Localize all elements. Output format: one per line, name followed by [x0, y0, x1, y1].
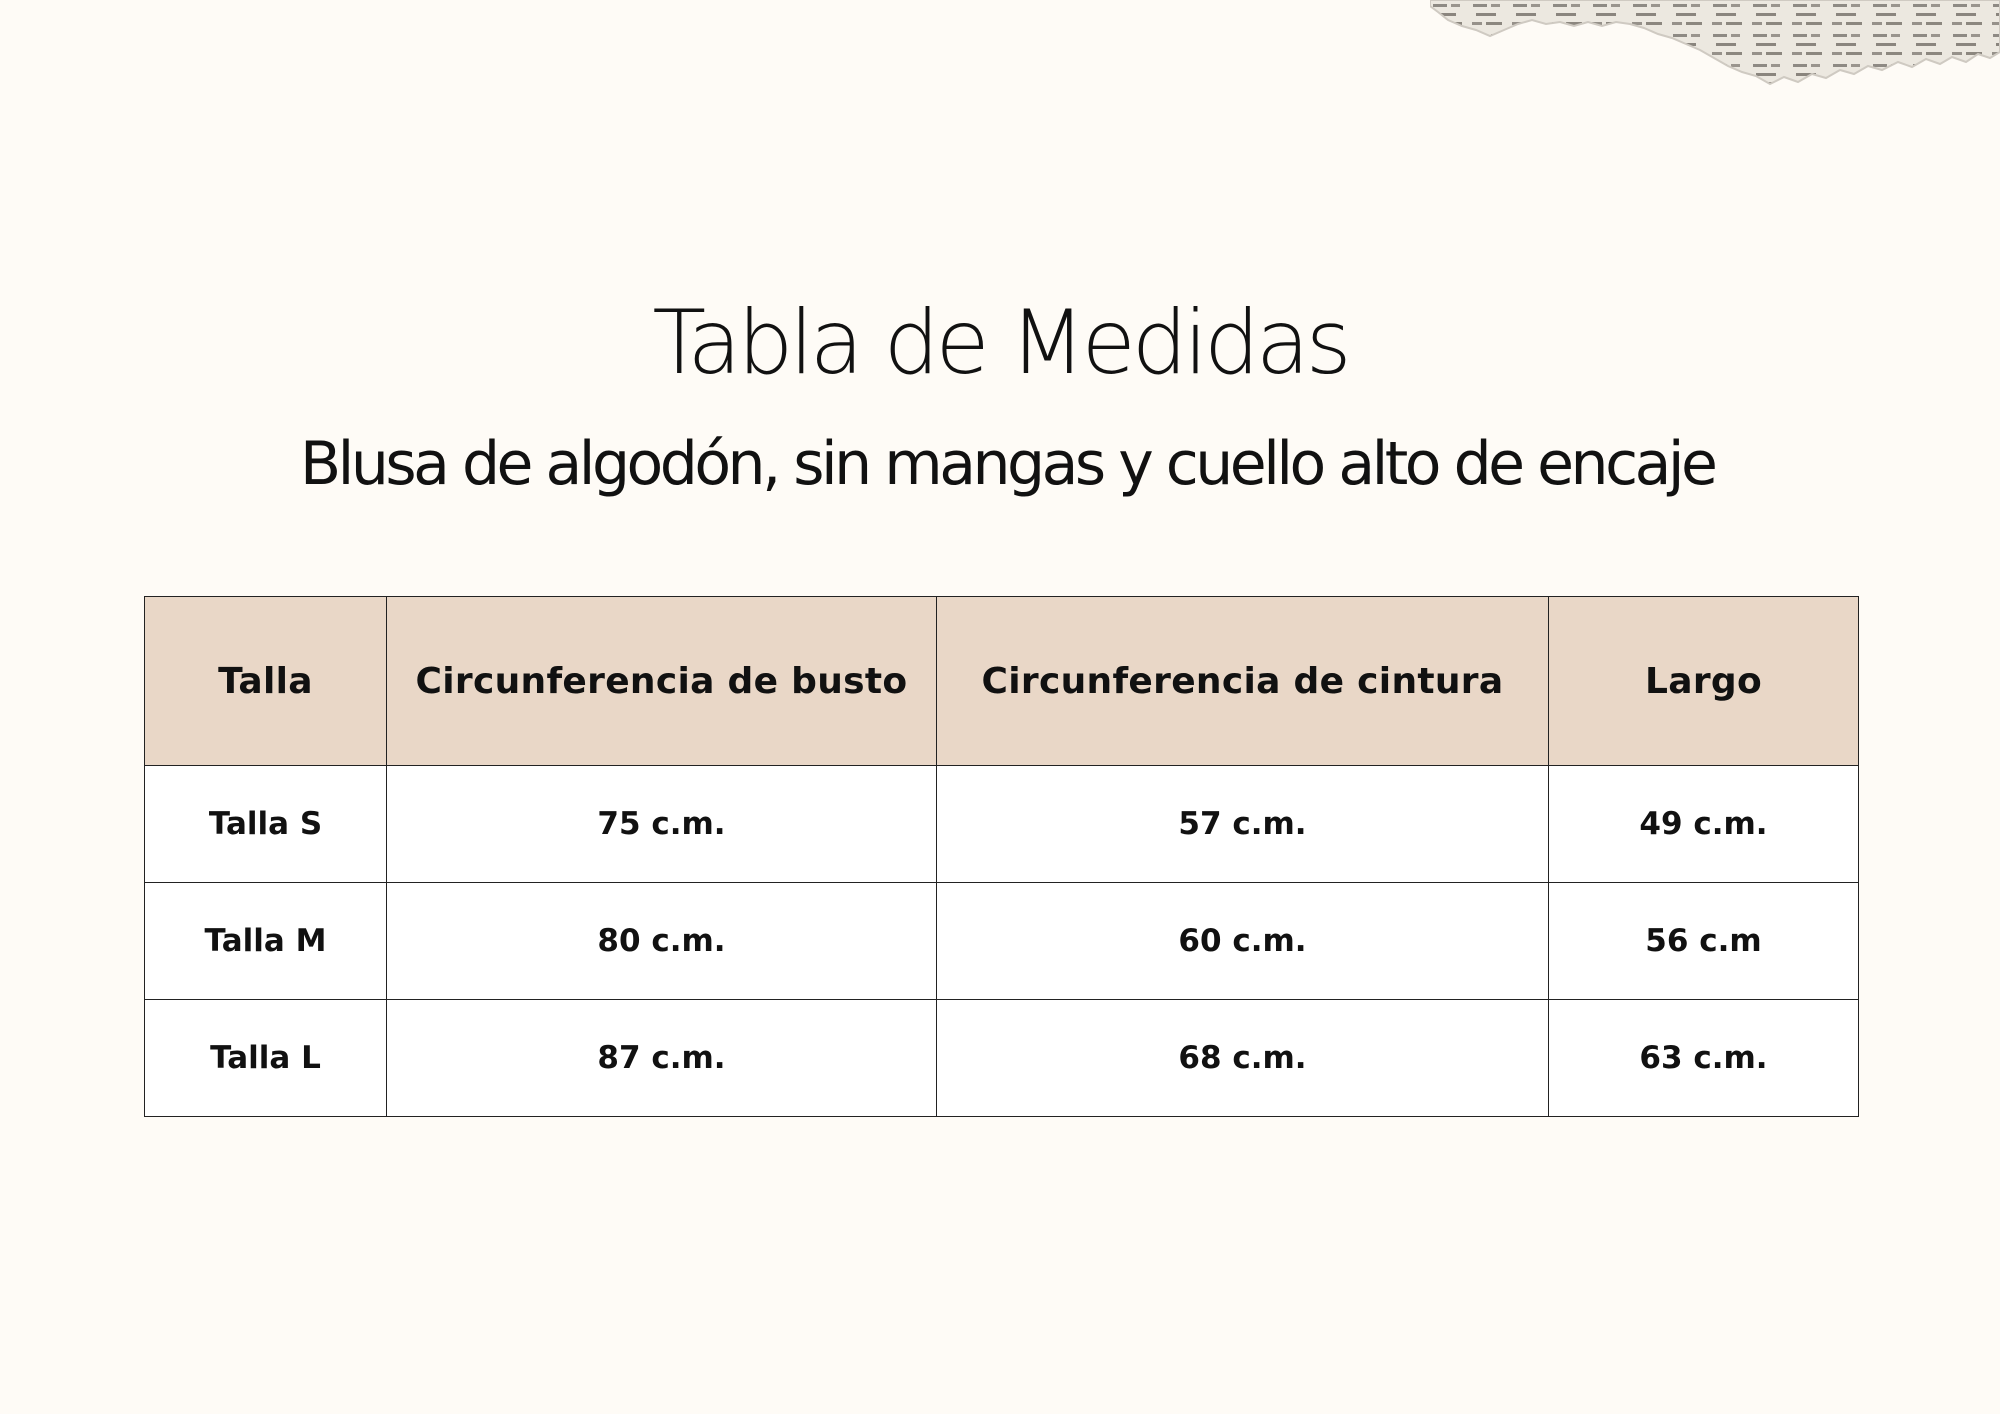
table-header-row — [145, 597, 1859, 766]
table-row — [145, 883, 1859, 1000]
bust-cell: 75 c.m. — [387, 766, 937, 883]
length-cell: 49 c.m. — [1549, 766, 1859, 883]
waist-cell: 57 c.m. — [937, 766, 1549, 883]
page-title: Tabla de Medidas — [652, 291, 1348, 394]
size-label-cell: Talla S — [145, 766, 387, 883]
waist-cell: 60 c.m. — [937, 883, 1549, 1000]
table-row — [145, 1000, 1859, 1117]
table-row — [145, 766, 1859, 883]
bust-cell: 80 c.m. — [387, 883, 937, 1000]
bust-cell: 87 c.m. — [387, 1000, 937, 1117]
size-label-cell: Talla M — [145, 883, 387, 1000]
page-subtitle: Blusa de algodón, sin mangas y cuello alto de encaje — [300, 429, 1715, 499]
length-cell: 63 c.m. — [1549, 1000, 1859, 1117]
size-chart-table — [144, 596, 1859, 1117]
torn-newspaper-decoration — [1430, 0, 2000, 90]
header-cell-cintura: Circunferencia de cintura — [937, 597, 1549, 766]
header-cell-busto: Circunferencia de busto — [387, 597, 937, 766]
size-label-cell: Talla L — [145, 1000, 387, 1117]
length-cell: 56 c.m — [1549, 883, 1859, 1000]
waist-cell: 68 c.m. — [937, 1000, 1549, 1117]
header-cell-largo: Largo — [1549, 597, 1859, 766]
header-cell-talla: Talla — [145, 597, 387, 766]
